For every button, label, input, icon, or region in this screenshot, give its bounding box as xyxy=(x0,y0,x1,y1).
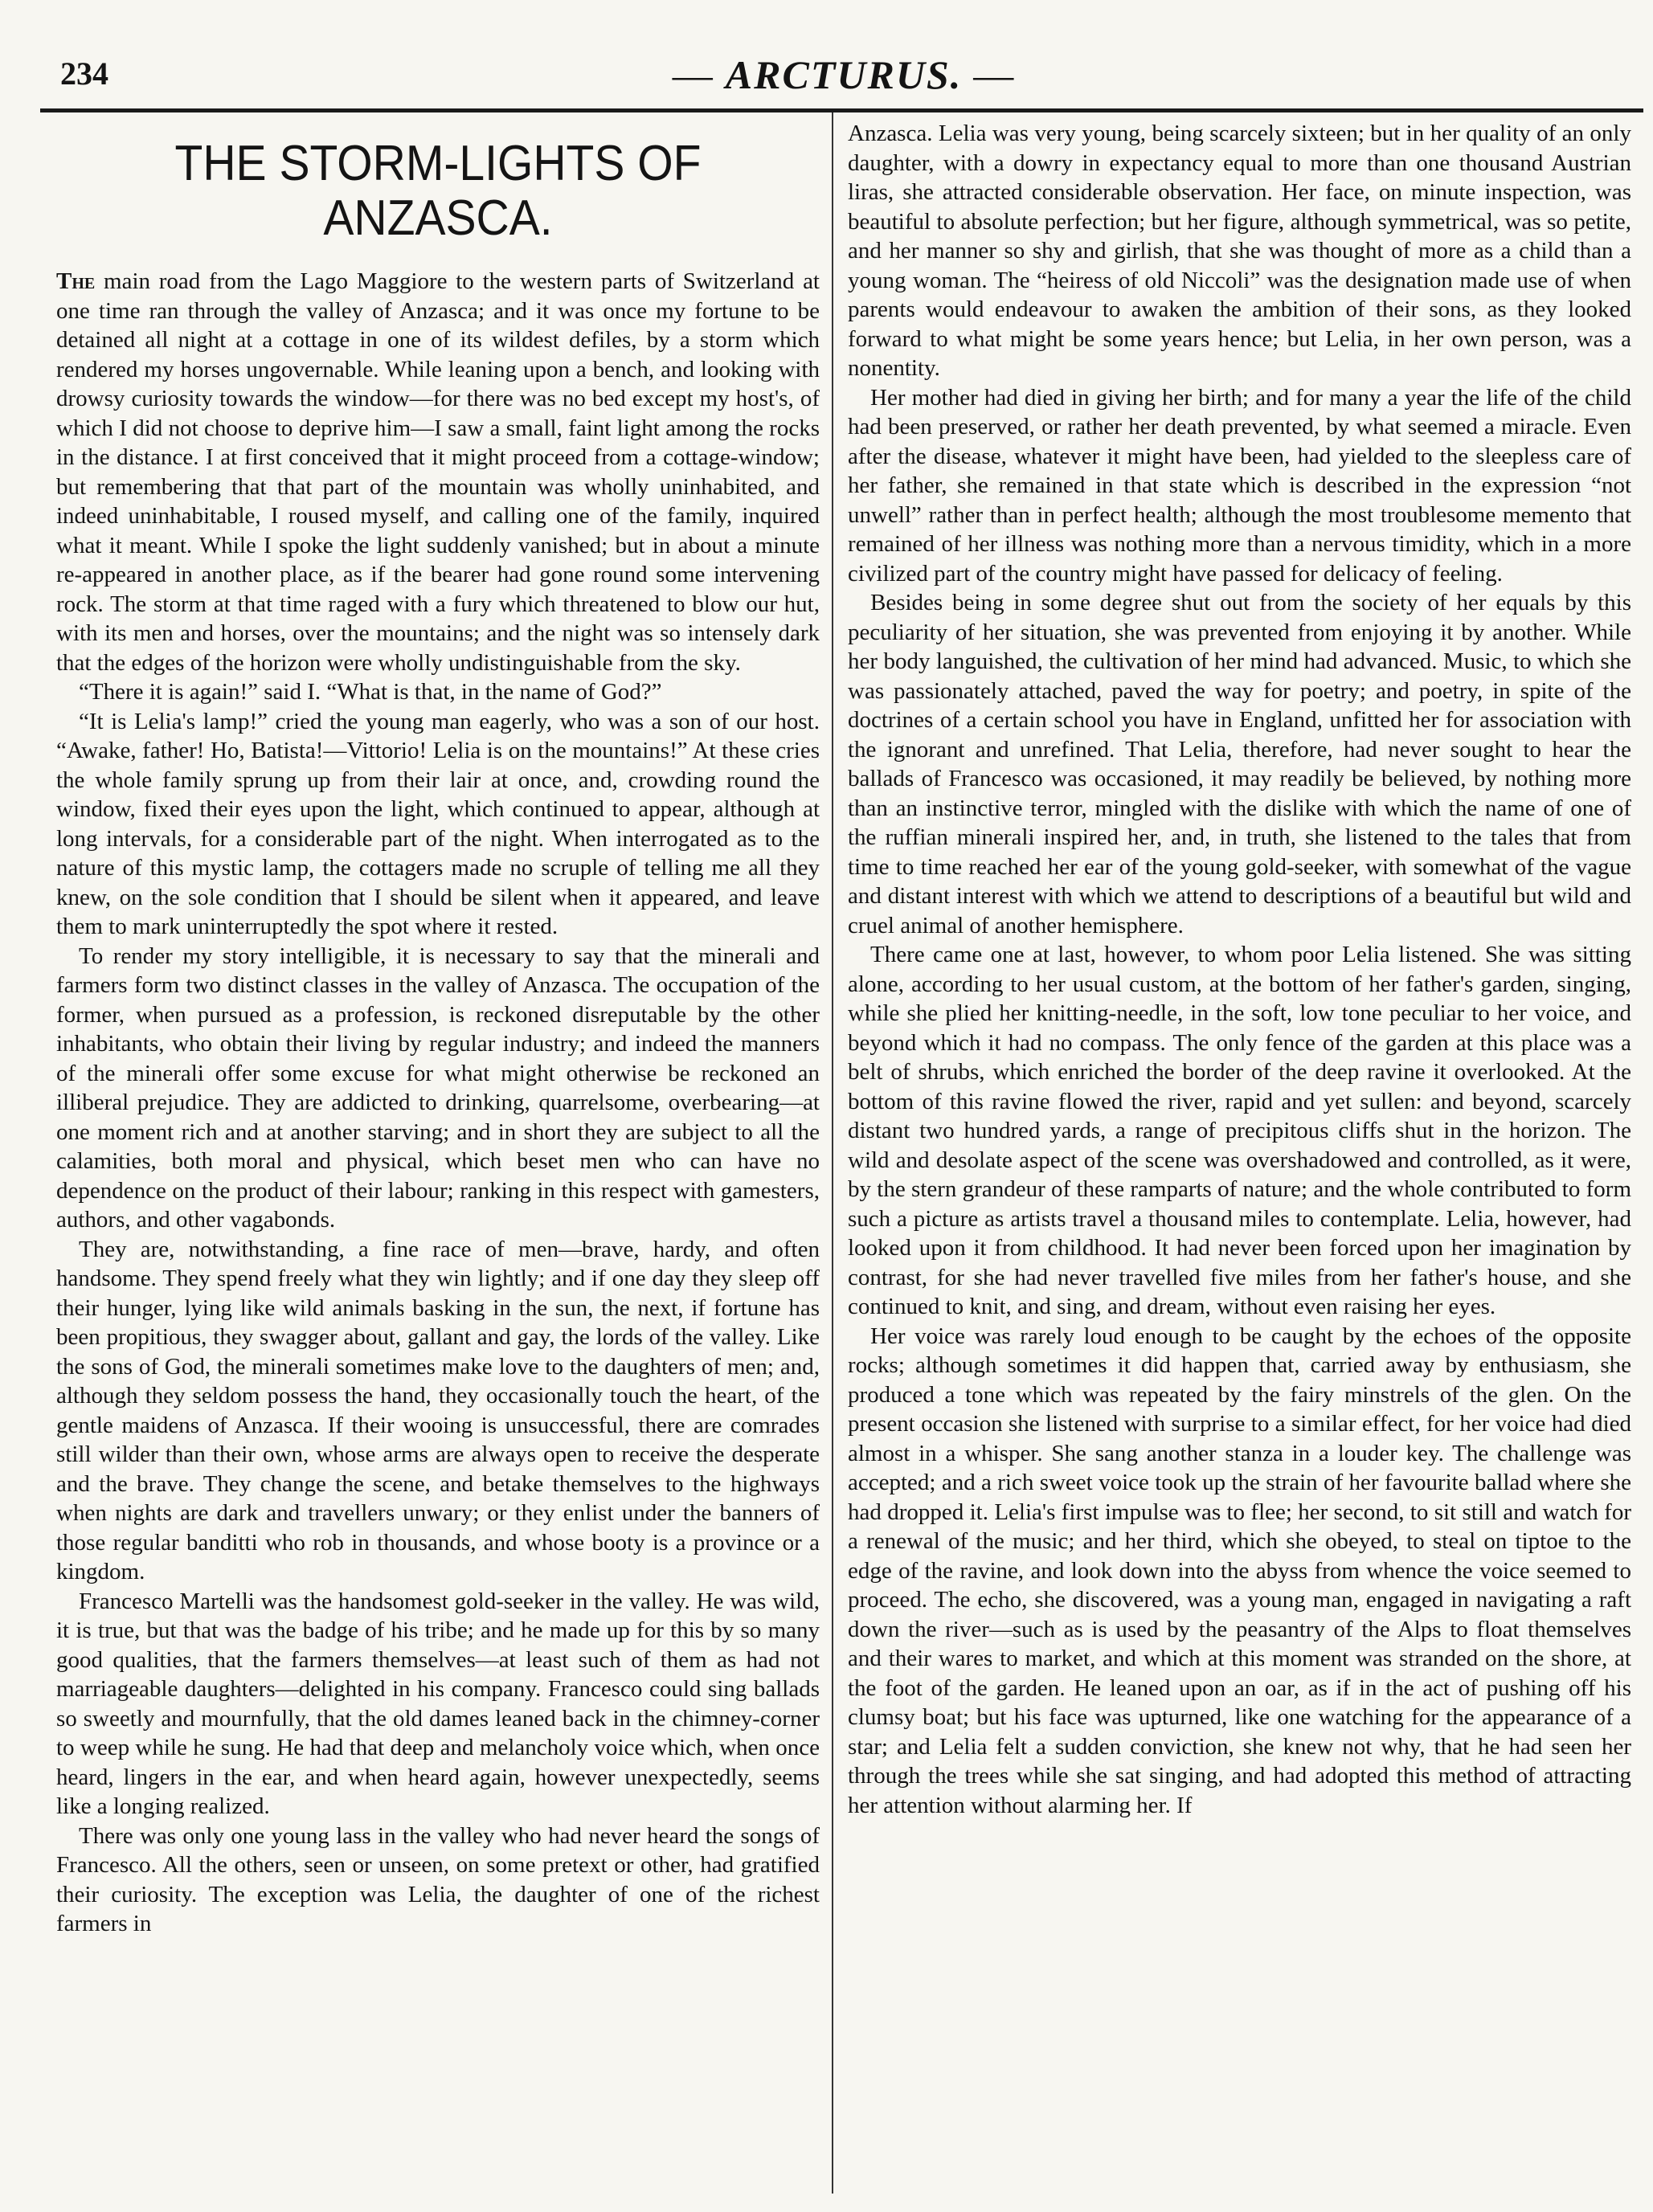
article-title: THE STORM-LIGHTS OF ANZASCA. xyxy=(174,136,702,246)
paragraph: There was only one young lass in the valley who had never heard the songs of Francesco. All the others, seen or unseen, on some pretext or other, had gratified their curiosity. The exception was Lelia, the daughter of one of the richest farmers in xyxy=(56,1822,820,1936)
running-title-line xyxy=(44,51,1643,98)
paragraph: There came one at last, however, to whom poor Lelia listened. She was sitting alone, according to her usual custom, at the bottom of her father's garden, singing, while she plied her knitting-needle, in the soft, low tone peculiar to her voice, and beyond which it had no compass. The only fence of the garden at this place was a belt of shrubs, which enriched the border of the deep ravine it overlooked. At the bottom of this ravine flowed the river, rapid and yet sullen: and beyond, scarcely distant two hundred yards, a range of precipitous cliffs shut in the horizon. The wild and desolate aspect of the scene was overshadowed and controlled, as it were, by the stern grandeur of these ramparts of nature; and the whole contributed to form such a picture as artists travel a thousand miles to contemplate. Lelia, however, had looked upon it from childhood. It had never been forced upon her imagination by contrast, for she had never travelled five miles from her father's house, and she continued to knit, and sing, and dream, without even raising her eyes. xyxy=(848,942,1631,1319)
title-dash-right: — xyxy=(973,52,1016,97)
page-number: 234 xyxy=(60,55,108,92)
page-header xyxy=(44,52,1643,103)
paragraph: “There it is again!” said I. “What is that, in the name of God?” xyxy=(79,679,662,705)
paragraph: “It is Lelia's lamp!” cried the young man eagerly, who was a son of our host. “Awake, father! Ho, Batista!—Vittorio! Lelia is on the mountains!” At these cries the whole family sprung up from their lair at once, and, crowding round the window, fixed their eyes upon the light, which continued to appear, although at long intervals, for a considerable part of the night. When interrogated as to the nature of this mystic lamp, the cottagers made no scruple of telling me all they knew, on the sole condition that I should be silent when it appeared, and leave them to mark uninterruptedly the spot where it rested. xyxy=(56,708,820,939)
paragraph xyxy=(56,267,820,677)
paragraph: They are, notwithstanding, a fine race of men—brave, hardy, and often handsome. They spend freely what they win lightly; and if one day they sleep off their hunger, lying like wild animals basking in the sun, the next, if fortune has been propitious, they swagger about, gallant and gay, the lords of the valley. Like the sons of God, the minerali sometimes make love to the daughters of men; and, although they seldom possess the hand, they occasionally touch the heart, of the gentle maidens of Anzasca. If their wooing is unsuccessful, there are comrades still wilder than their own, whose arms are always open to receive the desperate and the brave. They change the scene, and betake themselves to the highways when nights are dark and travellers unwary; or they enlist under the banners of those regular banditti who rob in thousands, and whose booty is a province or a kingdom. xyxy=(56,1236,820,1584)
column-divider xyxy=(832,112,833,2194)
running-title: ARCTURUS. xyxy=(725,52,963,97)
paragraph: Besides being in some degree shut out from the society of her equals by this peculiarity of her situation, she was prevented from enjoying it by another. While her body languished, the cultivation of her mind had advanced. Music, to which she was passionately attached, paved the way for poetry; and poetry, in spite of the doctrines of a certain school you have in England, unfitted her for association with the ignorant and unrefined. That Lelia, therefore, had never sought to hear the ballads of Francesco was occasioned, it may readily be believed, by nothing more than an instinctive terror, mingled with the dislike with which the name of one of the ruffian minerali inspired her, and, in truth, she listened to the tales that from time to time reached her ear of the young gold-seeker, with somewhat of the vague and distant interest with which we attend to descriptions of a beautiful but wild and cruel animal of another hemisphere. xyxy=(848,590,1631,938)
right-column xyxy=(848,119,1631,2192)
header-rule xyxy=(40,108,1643,112)
paragraph: To render my story intelligible, it is necessary to say that the minerali and farmers form two distinct classes in the valley of Anzasca. The occupation of the former, when pursued as a profession, is reckoned disreputable by the other inhabitants, who obtain their living by regular industry; and indeed the manners of the minerali offer some excuse for what might otherwise be reckoned an illiberal prejudice. They are addicted to drinking, quarrelsome, overbearing—at one moment rich and at another starving; and in short they are subject to all the calamities, both moral and physical, which beset men who can have no dependence on the product of their labour; ranking in this respect with gamesters, authors, and other vagabonds. xyxy=(56,942,820,1233)
drop-word: The xyxy=(56,268,96,294)
paragraph: Her voice was rarely loud enough to be caught by the echoes of the opposite rocks; although sometimes it did happen that, carried away by enthusiasm, she produced a tone which was repeated by the fairy minstrels of the glen. On the present occasion she listened with surprise to a similar effect, for her voice had died almost in a whisper. She sang another stanza in a louder key. The challenge was accepted; and a rich sweet voice took up the strain of her favourite ballad where she had dropped it. Lelia's first impulse was to flee; her second, to sit still and watch for a renewal of the music; and her third, which she obeyed, to steal on tiptoe to the edge of the ravine, and look down into the abyss from whence the voice seemed to proceed. The echo, she discovered, was a young man, engaged in navigating a raft down the river—such as is used by the peasantry of the Alps to float themselves and their wares to market, and which at this moment was stranded on the shore, at the foot of the garden. He leaned upon an oar, as if in the act of pushing off his clumsy boat; but his face was upturned, like one watching for the appearance of a star; and Lelia felt a sudden conviction, she knew not why, that he had seen her through the trees while she sat singing, and had adopted this method of attracting her attention without alarming her. If xyxy=(848,1323,1631,1818)
paragraph: Her mother had died in giving her birth; and for many a year the life of the child had been preserved, or rather her death prevented, by what seemed a miracle. Even after the disease, whatever it might have been, had yielded to the sleepless care of her father, she remained in that state which is described in the expression “not unwell” rather than in perfect health; although the most troublesome memento that remained of her illness was nothing more than a nervous timidity, which in a more civilized part of the country might have passed for delicacy of feeling. xyxy=(848,384,1631,587)
title-dash-left: — xyxy=(672,52,714,97)
paragraph: Anzasca. Lelia was very young, being scarcely sixteen; but in her quality of an only daughter, with a dowry in expectancy equal to more than one thousand Austrian liras, she attracted considerable observation. Her face, on minute inspection, was beautiful to absolute perfection; but her figure, although symmetrical, was so petite, and her manner so shy and girlish, that she was thought of more as a child than a young woman. The “heiress of old Niccoli” was the designation made use of when parents would endeavour to awaken the ambition of their sons, as they looked forward to what might be some years hence; but Lelia, in her own person, was a nonentity. xyxy=(848,121,1631,381)
paragraph-text: main road from the Lago Maggiore to the western parts of Switzerland at one time ran through the valley of Anzasca; and it was once my fortune to be detained all night at a cottage in one of its wildest defiles, by a storm which rendered my horses ungovernable. While leaning upon a bench, and looking with drowsy curiosity towards the window—for there was no bed except my host's, of which I did not choose to deprive him—I saw a small, faint light among the rocks in the distance. I at first conceived that it might proceed from a cottage-window; but remembering that that part of the mountain was wholly uninhabited, and indeed uninhabitable, I roused myself, and calling one of the family, inquired what it meant. While I spoke the light suddenly vanished; but in about a minute re-appeared in another place, as if the bearer had gone round some intervening rock. The storm at that time raged with a fury which threatened to blow our hut, with its men and horses, over the mountains; and the night was so intensely dark that the edges of the horizon were wholly undistinguishable from the sky. xyxy=(56,268,820,676)
left-column xyxy=(56,119,820,2192)
paragraph: Francesco Martelli was the handsomest gold-seeker in the valley. He was wild, it is true, but that was the badge of his tribe; and he made up for this by so many good qualities, that the farmers themselves—at least such of them as had not marriageable daughters—delighted in his company. Francesco could sing ballads so sweetly and mournfully, that the old dames leaned back in the chimney-corner to weep while he sung. He had that deep and melancholy voice which, when once heard, lingers in the ear, and when heard again, however unexpectedly, seems like a longing realized. xyxy=(56,1588,820,1819)
